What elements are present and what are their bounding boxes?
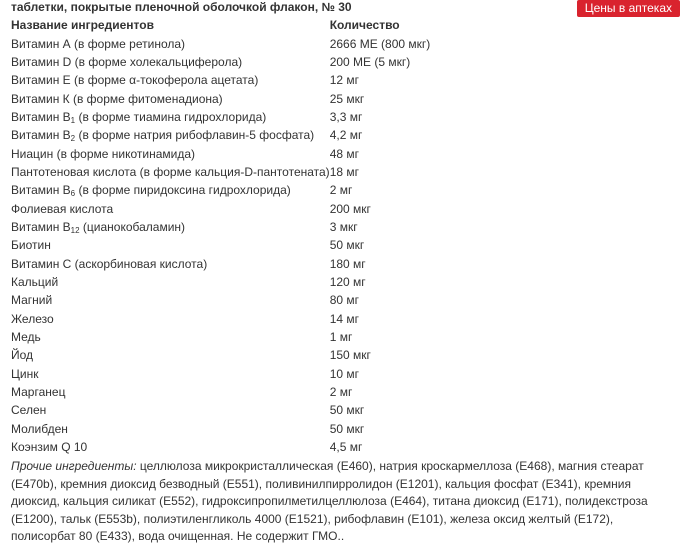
ingredient-amount: 120 мг <box>329 274 366 289</box>
table-header-row <box>11 16 631 34</box>
table-row <box>11 346 631 364</box>
ingredient-name: Медь <box>11 330 41 345</box>
ingredient-amount: 14 мг <box>329 311 359 326</box>
ingredient-amount: 2 мг <box>329 183 353 198</box>
ingredient-amount: 180 мг <box>329 256 366 271</box>
ingredient-name: Витамин А (в форме ретинола) <box>11 36 186 51</box>
table-row <box>11 236 631 254</box>
ingredient-name: Витамин К (в форме фитоменадиона) <box>11 91 223 106</box>
ingredient-amount: 50 мкг <box>329 238 365 253</box>
other-ingredients-text: целлюлоза микрокристаллическая (E460), натрия кроскармеллоза (E468), магния стеарат (E470b), кремния диоксид безводный (E551), поливинилпирролидон (E1201), кальция фосфат (E341), кремния диоксид, кальция силикат (E552), гидроксипропилметилцеллюлоза (E464), титана диоксид (E171), полидекстроза (E1200), тальк (E553b), полиэтиленгликоль 4000 (E1521), рибофлавин (E101), железа оксид желтый (E172), полисорбат 80 (E433), вода очищенная. Не содержит ГМО.. <box>11 459 648 543</box>
table-row <box>11 328 631 346</box>
other-ingredients <box>11 458 671 546</box>
ingredient-amount: 48 мг <box>329 146 359 161</box>
table-row <box>11 291 631 309</box>
table-row <box>11 199 631 217</box>
ingredient-name: Пантотеновая кислота (в форме кальция-D-пантотената) <box>11 164 330 179</box>
ingredient-amount: 25 мкг <box>329 91 365 106</box>
other-ingredients-label: Прочие ингредиенты: <box>11 459 137 473</box>
column-header-name: Название ингредиентов <box>11 18 154 33</box>
table-row <box>11 53 631 71</box>
table-row <box>11 89 631 107</box>
ingredient-name: Фолиевая кислота <box>11 201 114 216</box>
ingredient-name: Витамин $В_2$ (в форме натрия рибофлавин-5 фосфата) <box>11 128 315 144</box>
ingredient-name: Витамин D (в форме холекальциферола) <box>11 54 243 69</box>
ingredient-amount: 150 мкг <box>329 348 371 363</box>
column-header-amount: Количество <box>329 18 400 33</box>
table-row <box>11 273 631 291</box>
table-row <box>11 34 631 52</box>
ingredient-amount: 4,5 мг <box>329 440 363 455</box>
pharmacy-prices-button[interactable]: Цены в аптеках <box>577 0 680 17</box>
ingredient-name: Коэнзим Q 10 <box>11 440 88 455</box>
ingredient-amount: 2666 МЕ (800 мкг) <box>329 36 431 51</box>
ingredient-amount: 12 мг <box>329 73 359 88</box>
table-row <box>11 365 631 383</box>
ingredient-amount: 2 мг <box>329 385 353 400</box>
ingredient-name: Цинк <box>11 366 39 381</box>
table-row <box>11 254 631 272</box>
ingredient-name: Витамин $В_6$ (в форме пиридоксина гидрохлорида) <box>11 183 291 199</box>
table-row <box>11 71 631 89</box>
ingredient-amount: 10 мг <box>329 366 359 381</box>
table-row <box>11 126 631 144</box>
ingredient-name: Витамин $В_{12}$ (цианокобаламин) <box>11 219 186 235</box>
table-row <box>11 181 631 199</box>
ingredient-amount: 50 мкг <box>329 403 365 418</box>
table-row <box>11 144 631 162</box>
ingredient-name: Йод <box>11 348 34 363</box>
ingredient-name: Витамин С (аскорбиновая кислота) <box>11 256 208 271</box>
product-title: таблетки, покрытые пленочной оболочкой флакон, № 30 <box>11 0 352 14</box>
ingredient-amount: 1 мг <box>329 330 353 345</box>
table-row <box>11 420 631 438</box>
table-row <box>11 310 631 328</box>
ingredient-name: Биотин <box>11 238 51 253</box>
ingredient-amount: 4,2 мг <box>329 128 363 143</box>
ingredient-amount: 3 мкг <box>329 219 358 234</box>
ingredients-table <box>11 16 631 456</box>
table-row <box>11 401 631 419</box>
ingredient-amount: 18 мг <box>329 164 359 179</box>
ingredient-name: Ниацин (в форме никотинамида) <box>11 146 196 161</box>
ingredient-name: Витамин $В_1$ (в форме тиамина гидрохлорида) <box>11 109 267 125</box>
ingredients-table-body <box>11 34 631 456</box>
table-row <box>11 383 631 401</box>
ingredient-amount: 3,3 мг <box>329 109 363 124</box>
ingredient-name: Магний <box>11 293 53 308</box>
ingredient-name: Железо <box>11 311 54 326</box>
ingredient-name: Витамин Е (в форме α-токоферола ацетата) <box>11 73 259 88</box>
ingredient-name: Кальций <box>11 274 59 289</box>
ingredient-amount: 50 мкг <box>329 421 365 436</box>
ingredient-amount: 200 МЕ (5 мкг) <box>329 54 411 69</box>
ingredient-name: Марганец <box>11 385 66 400</box>
table-row <box>11 438 631 456</box>
ingredient-name: Селен <box>11 403 47 418</box>
table-row <box>11 218 631 236</box>
ingredient-name: Молибден <box>11 421 68 436</box>
header-bar <box>0 0 680 17</box>
ingredient-amount: 80 мг <box>329 293 359 308</box>
table-row <box>11 163 631 181</box>
table-row <box>11 108 631 126</box>
ingredient-amount: 200 мкг <box>329 201 371 216</box>
